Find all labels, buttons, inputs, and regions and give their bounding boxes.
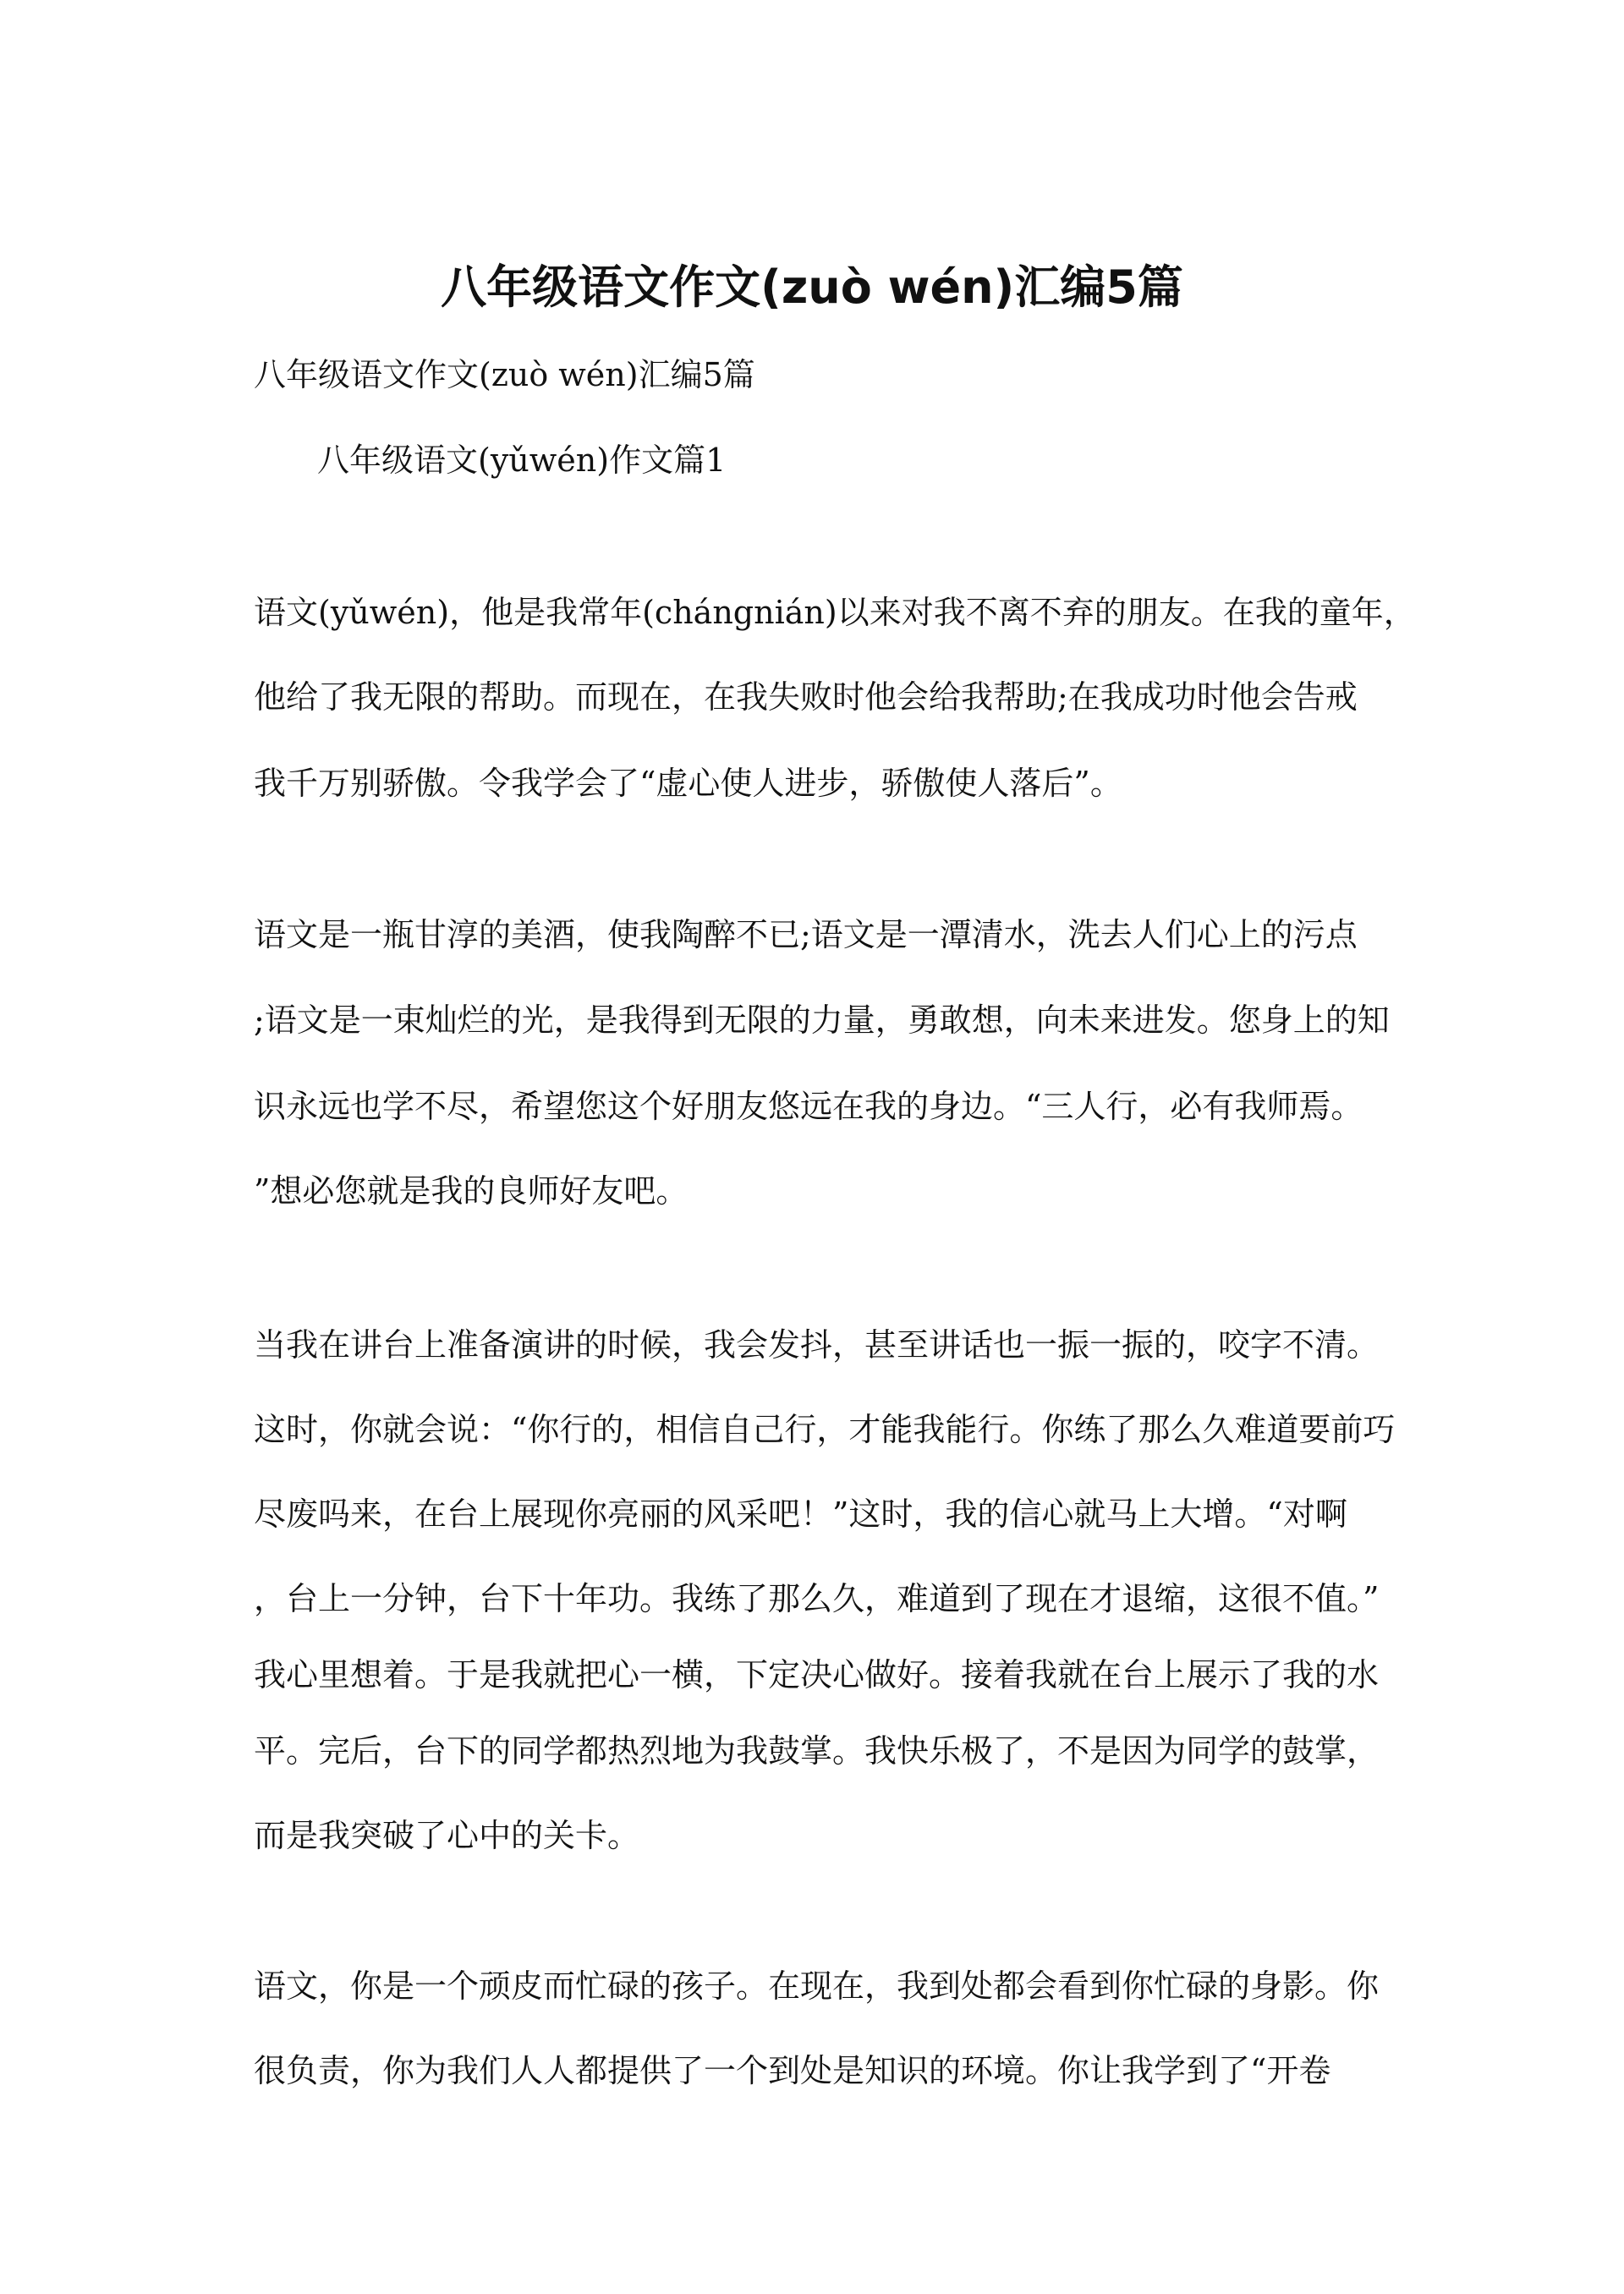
paragraph-4-line-1: 语文，你是一个顽皮而忙碌的孩子。在现在，我到处都会看到你忙碌的身影。你	[254, 1967, 1380, 2005]
paragraph-1-line-2: 他给了我无限的帮助。而现在，在我失败时他会给我帮助;在我成功时他会告戒	[254, 678, 1358, 716]
paragraph-3-line-2: 这时，你就会说：“你行的，相信自己行，才能我能行。你练了那么久难道要前巧	[254, 1411, 1396, 1448]
paragraph-2-line-2: ;语文是一束灿烂的光，是我得到无限的力量，勇敢想，向未来进发。您身上的知	[254, 1002, 1390, 1039]
paragraph-3-line-5: 我心里想着。于是我就把心一横，下定决心做好。接着我就在台上展示了我的水	[254, 1656, 1380, 1693]
paragraph-2-line-1: 语文是一瓶甘淳的美酒，使我陶醉不已;语文是一潭清水，洗去人们心上的污点	[254, 916, 1358, 953]
document-title: 八年级语文作文(zuò wén)汇编5篇	[441, 261, 1183, 314]
paragraph-2-line-4: ”想必您就是我的良师好友吧。	[254, 1172, 689, 1210]
paragraph-1-line-1: 语文(yǔwén)，他是我常年(chángnián)以来对我不离不弃的朋友。在我的童年，	[254, 594, 1416, 631]
paragraph-3-line-6: 平。完后，台下的同学都热烈地为我鼓掌。我快乐极了，不是因为同学的鼓掌，	[254, 1732, 1380, 1770]
section-heading: 八年级语文(yǔwén)作文篇1	[317, 442, 727, 479]
paragraph-3-line-4: ，台上一分钟，台下十年功。我练了那么久，难道到了现在才退缩，这很不值。”	[254, 1580, 1380, 1617]
paragraph-3-line-7: 而是我突破了心中的关卡。	[254, 1817, 640, 1854]
paragraph-2-line-3: 识永远也学不尽，希望您这个好朋友悠远在我的身边。“三人行，必有我师焉。	[254, 1088, 1363, 1125]
paragraph-4-line-2: 很负责，你为我们人人都提供了一个到处是知识的环境。你让我学到了“开卷	[254, 2052, 1331, 2089]
document-subtitle: 八年级语文作文(zuò wén)汇编5篇	[254, 356, 755, 393]
paragraph-3-line-3: 尽废吗来，在台上展现你亮丽的风采吧！”这时，我的信心就马上大增。“对啊	[254, 1495, 1347, 1533]
paragraph-1-line-3: 我千万别骄傲。令我学会了“虚心使人进步，骄傲使人落后”。	[254, 765, 1122, 802]
paragraph-3-line-1: 当我在讲台上准备演讲的时候，我会发抖，甚至讲话也一振一振的，咬字不清。	[254, 1326, 1380, 1364]
